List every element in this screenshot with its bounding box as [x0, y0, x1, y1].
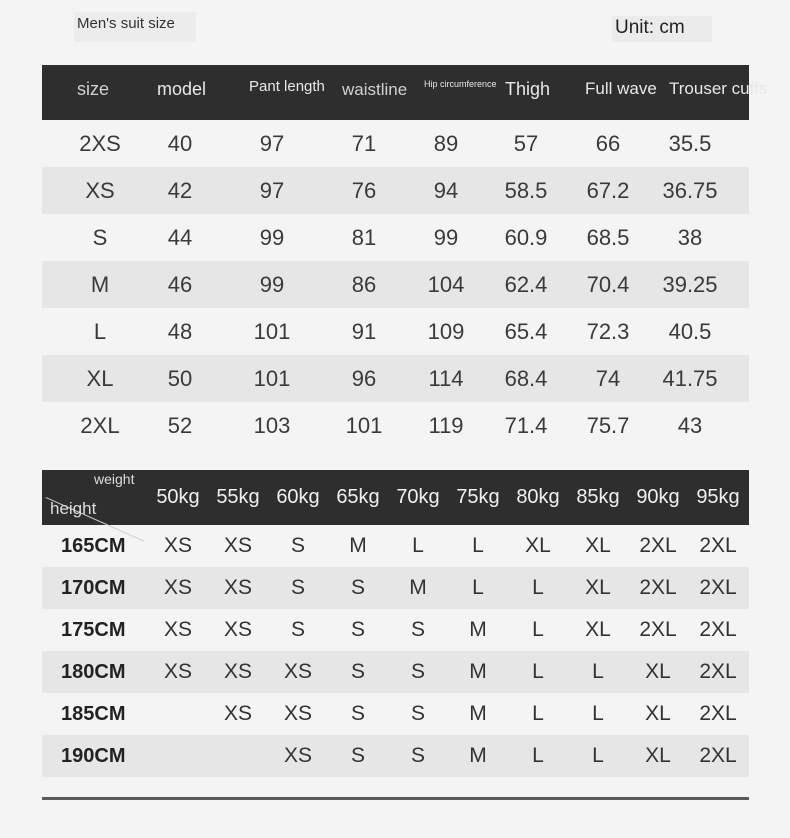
measurement-cell: 65.4 [504, 319, 548, 344]
height-cell: 170CM [61, 577, 126, 599]
size-cell: S [410, 744, 426, 767]
measurement-cell: 41.75 [662, 366, 718, 391]
size-cell: XS [163, 618, 193, 641]
measurement-cell: 46 [167, 272, 193, 297]
weight-header: 80kg [516, 486, 560, 508]
pants-table-header [42, 65, 768, 120]
table-row [42, 525, 749, 567]
weight-header: 95kg [696, 486, 740, 508]
size-cell: 2XL [699, 618, 737, 641]
size-cell: 2XL [699, 744, 737, 767]
bottom-divider [42, 797, 749, 800]
measurement-cell: 71 [351, 131, 377, 156]
measurement-cell: 71.4 [504, 413, 548, 438]
size-cell: XL [525, 534, 551, 557]
measurement-cell: 103 [253, 413, 291, 438]
pants-table-body [42, 120, 749, 449]
measurement-cell: 104 [427, 272, 465, 297]
measurement-cell: 40.5 [668, 319, 712, 344]
measurement-cell: 99 [259, 272, 285, 297]
table-row [42, 735, 749, 777]
size-cell: L [592, 744, 604, 767]
fit-table-header [42, 470, 749, 525]
measurement-cell: 38 [677, 225, 703, 250]
size-cell: XS [283, 660, 313, 683]
size-cell: XS [163, 534, 193, 557]
size-cell: XL [645, 744, 671, 767]
size-cell: L [472, 576, 484, 599]
header-pant-length: Pant length [249, 78, 325, 95]
size-cell: XL [585, 576, 611, 599]
measurement-cell: 99 [433, 225, 459, 250]
table-row [42, 693, 749, 735]
measurement-cell: 70.4 [586, 272, 630, 297]
size-cell: XL [645, 660, 671, 683]
measurement-cell: 74 [595, 366, 621, 391]
measurement-cell: 81 [351, 225, 377, 250]
weight-header: 60kg [276, 486, 320, 508]
chart-title: Men's suit size [74, 12, 196, 42]
corner-cell [42, 470, 150, 525]
measurement-cell: 52 [167, 413, 193, 438]
size-cell: 2XL [699, 576, 737, 599]
size-cell: 2XL [639, 618, 677, 641]
measurement-cell: 57 [513, 131, 539, 156]
size-cell: XS [223, 618, 253, 641]
table-row [42, 567, 749, 609]
header-size: size [77, 79, 110, 99]
header-trouser-cuffs: Trouser cuffs [669, 79, 768, 98]
header-waistline: waistline [342, 80, 408, 99]
measurement-cell: 35.5 [668, 131, 712, 156]
size-cell: XL [86, 366, 114, 391]
weight-header: 75kg [456, 486, 500, 508]
size-cell: S [92, 225, 108, 250]
table-row [42, 651, 749, 693]
size-cell: S [350, 576, 366, 599]
unit-label: Unit: cm [612, 16, 712, 42]
size-cell: L [532, 744, 544, 767]
size-cell: XS [163, 576, 193, 599]
size-cell: XS [283, 702, 313, 725]
size-cell: XS [223, 576, 253, 599]
size-cell: M [469, 660, 487, 683]
size-cell: 2XS [79, 131, 121, 156]
measurement-cell: 91 [351, 319, 377, 344]
size-cell: M [469, 618, 487, 641]
table-row [42, 120, 749, 167]
size-cell: L [93, 319, 107, 344]
size-recommendation-table [42, 470, 749, 777]
height-cell: 175CM [61, 619, 126, 641]
pants-size-table [42, 65, 768, 449]
measurement-cell: 36.75 [662, 178, 718, 203]
table-row [42, 402, 749, 449]
measurement-cell: 101 [253, 366, 291, 391]
measurement-cell: 58.5 [504, 178, 548, 203]
measurement-cell: 119 [428, 413, 464, 438]
size-cell: L [532, 702, 544, 725]
size-cell: XS [283, 744, 313, 767]
weight-header: 65kg [336, 486, 380, 508]
size-cell: XL [585, 534, 611, 557]
header-hip-circumference: Hip circumference [424, 79, 497, 89]
size-cell: S [350, 660, 366, 683]
size-cell: L [532, 576, 544, 599]
size-cell: L [592, 702, 604, 725]
header-thigh: Thigh [505, 79, 551, 99]
size-cell: M [90, 272, 110, 297]
size-cell: M [469, 702, 487, 725]
table-row [42, 355, 749, 402]
measurement-cell: 68.4 [504, 366, 548, 391]
size-cell: S [350, 702, 366, 725]
measurement-cell: 43 [677, 413, 703, 438]
size-cell: XS [223, 534, 253, 557]
height-cell: 165CM [61, 535, 126, 557]
measurement-cell: 44 [167, 225, 193, 250]
size-cell: XL [585, 618, 611, 641]
size-cell: S [410, 618, 426, 641]
measurement-cell: 66 [595, 131, 621, 156]
size-cell: 2XL [699, 660, 737, 683]
size-cell: XS [85, 178, 115, 203]
measurement-cell: 96 [351, 366, 377, 391]
size-cell: 2XL [639, 534, 677, 557]
size-cell: L [592, 660, 604, 683]
size-cell: 2XL [639, 576, 677, 599]
measurement-cell: 101 [345, 413, 383, 438]
size-cell: 2XL [80, 413, 120, 438]
size-cell: S [350, 618, 366, 641]
fit-table-body [42, 525, 749, 777]
measurement-cell: 50 [167, 366, 193, 391]
measurement-cell: 60.9 [504, 225, 548, 250]
weight-header: 85kg [576, 486, 620, 508]
measurement-cell: 67.2 [586, 178, 630, 203]
size-cell: L [532, 618, 544, 641]
size-cell: S [290, 534, 306, 557]
height-cell: 180CM [61, 661, 126, 683]
measurement-cell: 75.7 [586, 413, 630, 438]
measurement-cell: 62.4 [504, 272, 548, 297]
size-cell: S [410, 702, 426, 725]
measurement-cell: 68.5 [586, 225, 630, 250]
weight-header: 55kg [216, 486, 260, 508]
size-cell: 2XL [699, 534, 737, 557]
header-full-wave: Full wave [585, 79, 657, 98]
table-row [42, 609, 749, 651]
size-cell: L [472, 534, 484, 557]
table-row [42, 214, 749, 261]
size-cell: S [290, 576, 306, 599]
header-model: model [157, 79, 207, 99]
size-cell: S [290, 618, 306, 641]
measurement-cell: 94 [433, 178, 459, 203]
table-row [42, 261, 749, 308]
size-cell: 2XL [699, 702, 737, 725]
size-cell: M [349, 534, 367, 557]
size-cell: XS [223, 702, 253, 725]
measurement-cell: 39.25 [662, 272, 718, 297]
measurement-cell: 99 [259, 225, 285, 250]
measurement-cell: 86 [351, 272, 377, 297]
measurement-cell: 48 [167, 319, 193, 344]
measurement-cell: 114 [428, 366, 464, 391]
size-cell: L [532, 660, 544, 683]
measurement-cell: 97 [259, 131, 285, 156]
size-cell: XL [645, 702, 671, 725]
measurement-cell: 40 [167, 131, 193, 156]
measurement-cell: 97 [259, 178, 285, 203]
size-cell: S [350, 744, 366, 767]
table-row [42, 308, 749, 355]
size-cell: M [409, 576, 427, 599]
corner-height-label: height [50, 499, 97, 518]
corner-weight-label: weight [94, 471, 135, 487]
measurement-cell: 42 [167, 178, 193, 203]
height-cell: 185CM [61, 703, 126, 725]
measurement-cell: 89 [433, 131, 459, 156]
weight-header: 70kg [396, 486, 440, 508]
size-cell: XS [163, 660, 193, 683]
size-cell: M [469, 744, 487, 767]
height-cell: 190CM [61, 745, 126, 767]
measurement-cell: 101 [253, 319, 291, 344]
weight-header: 50kg [156, 486, 200, 508]
size-cell: XS [223, 660, 253, 683]
size-cell: L [412, 534, 424, 557]
table-row [42, 167, 749, 214]
measurement-cell: 72.3 [586, 319, 630, 344]
measurement-cell: 76 [351, 178, 377, 203]
weight-header: 90kg [636, 486, 680, 508]
measurement-cell: 109 [427, 319, 465, 344]
size-cell: S [410, 660, 426, 683]
